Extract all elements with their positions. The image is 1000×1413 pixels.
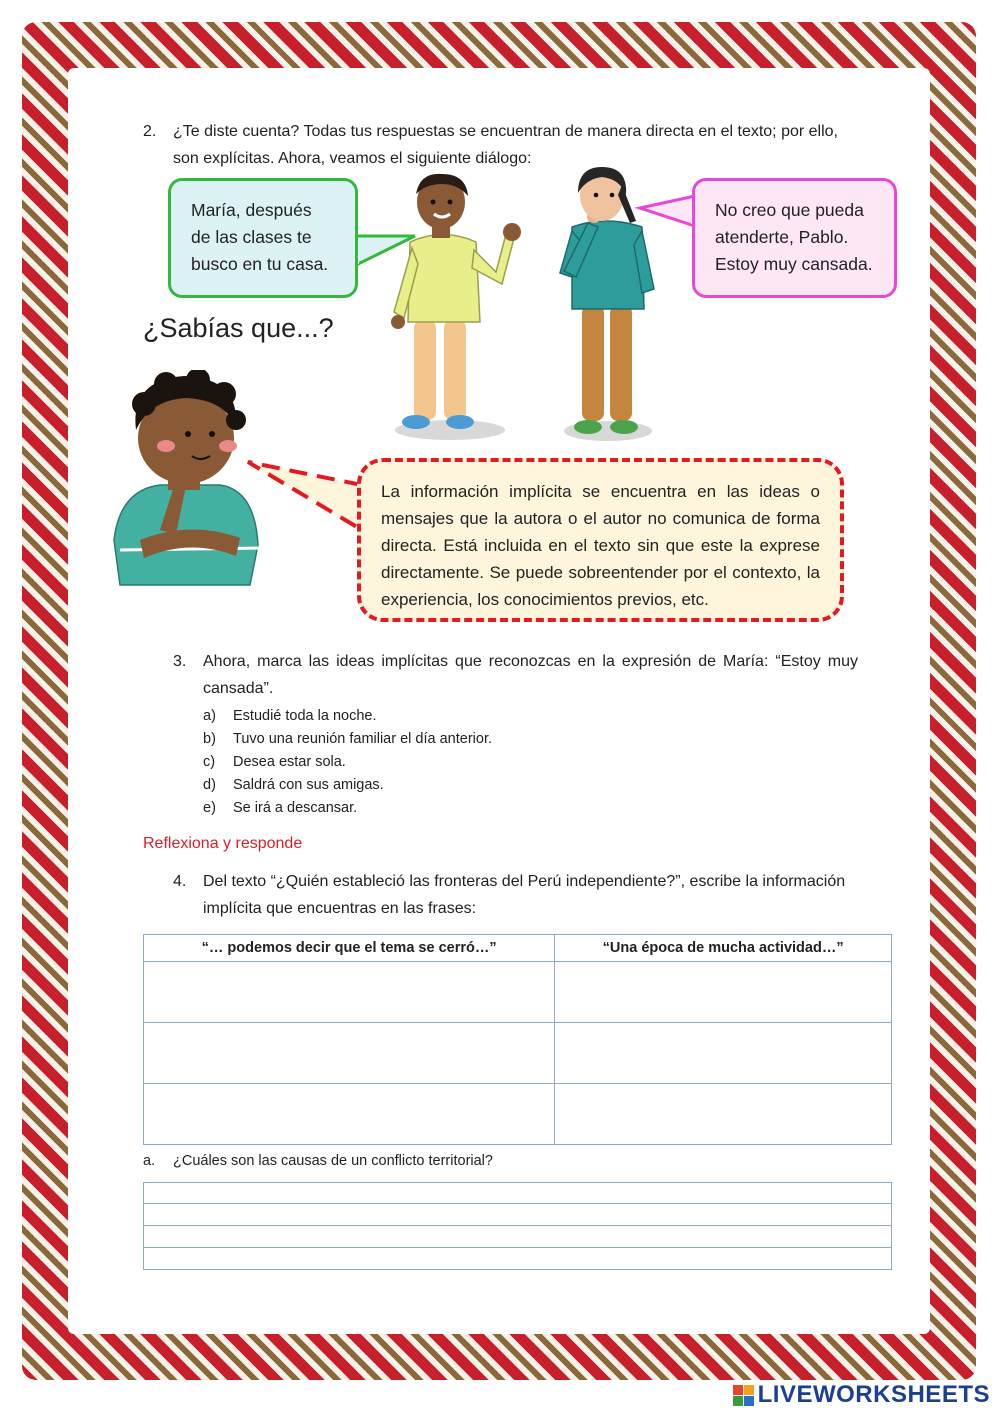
answer-cell-3-1[interactable] <box>144 1084 555 1145</box>
q3-text-line2: cansada”. <box>203 680 274 697</box>
table-row <box>144 1023 892 1084</box>
q2-text-line1: ¿Te diste cuenta? Todas tus respuestas se encuentran de manera directa en el texto; por ello, <box>173 123 838 140</box>
answer-line-4[interactable] <box>143 1248 892 1270</box>
question-a <box>143 1150 493 1172</box>
answer-cell-2-2[interactable] <box>555 1023 892 1084</box>
q4-number: 4. <box>173 873 187 890</box>
option-letter: d) <box>203 777 216 793</box>
maria-speech-bubble <box>692 178 897 298</box>
pablo-line-3: busco en tu casa. <box>191 254 329 274</box>
maria-line-3: Estoy muy cansada. <box>715 254 873 274</box>
maria-line-2: atenderte, Pablo. <box>715 227 849 247</box>
q3-option-a[interactable] <box>203 705 377 728</box>
q4-text-line1: Del texto “¿Quién estableció las fronteras del Perú independiente?”, escribe la información <box>203 873 846 890</box>
table-header-col2: “Una época de mucha actividad…” <box>555 935 892 962</box>
logo-text: LIVEWORKSHEETS <box>757 1381 990 1408</box>
pablo-speech-bubble <box>168 178 358 298</box>
pablo-boy-illustration <box>388 172 528 442</box>
option-letter: b) <box>203 731 216 747</box>
option-text: Estudié toda la noche. <box>233 708 377 724</box>
q3-option-c[interactable] <box>203 751 346 774</box>
reflexiona-heading: Reflexiona y responde <box>143 835 303 852</box>
pablo-line-1: María, después <box>191 200 312 220</box>
question-a-text: ¿Cuáles son las causas de un conflicto territorial? <box>173 1153 493 1169</box>
answer-line-2[interactable] <box>143 1204 892 1226</box>
implicit-info-box: La información implícita se encuentra en las ideas o mensajes que la autora o el autor no comunica de forma directa. Está incluida en el texto sin que este la exprese directamente. Se puede sobreentender por el contexto, la experiencia, los conocimientos previos, etc. <box>357 458 844 622</box>
option-letter: c) <box>203 754 216 770</box>
sabias-que-title: ¿Sabías que...? <box>143 313 334 343</box>
answer-lines <box>143 1182 892 1270</box>
option-letter: e) <box>203 800 216 816</box>
liveworksheets-logo-icon <box>733 1385 754 1406</box>
table-row <box>144 962 892 1023</box>
q3-text-line1: Ahora, marca las ideas implícitas que reconozcas en la expresión de María: “Estoy muy <box>203 653 858 670</box>
answer-cell-1-1[interactable] <box>144 962 555 1023</box>
maria-line-1: No creo que pueda <box>715 200 864 220</box>
thinking-boy-illustration <box>100 370 270 590</box>
option-text: Tuvo una reunión familiar el día anterior. <box>233 731 492 747</box>
q3-option-d[interactable] <box>203 774 384 797</box>
q2-number: 2. <box>143 123 157 140</box>
liveworksheets-logo <box>733 1381 990 1409</box>
option-letter: a) <box>203 708 216 724</box>
answer-line-3[interactable] <box>143 1226 892 1248</box>
q4-text-line2: implícita que encuentras en las frases: <box>203 900 477 917</box>
option-text: Desea estar sola. <box>233 754 346 770</box>
maria-girl-illustration <box>558 165 668 445</box>
answer-line-1[interactable] <box>143 1182 892 1204</box>
implicit-info-table <box>143 934 892 1145</box>
answer-cell-2-1[interactable] <box>144 1023 555 1084</box>
option-text: Saldrá con sus amigas. <box>233 777 384 793</box>
answer-cell-1-2[interactable] <box>555 962 892 1023</box>
table-header-col1: “… podemos decir que el tema se cerró…” <box>144 935 555 962</box>
q2-text-line2: son explícitas. Ahora, veamos el siguiente diálogo: <box>173 150 532 167</box>
q3-number: 3. <box>173 653 187 670</box>
question-a-letter: a. <box>143 1153 156 1169</box>
pablo-line-2: de las clases te <box>191 227 312 247</box>
answer-cell-3-2[interactable] <box>555 1084 892 1145</box>
q3-option-e[interactable] <box>203 797 357 820</box>
q3-option-b[interactable] <box>203 728 492 751</box>
option-text: Se irá a descansar. <box>233 800 358 816</box>
table-row <box>144 1084 892 1145</box>
